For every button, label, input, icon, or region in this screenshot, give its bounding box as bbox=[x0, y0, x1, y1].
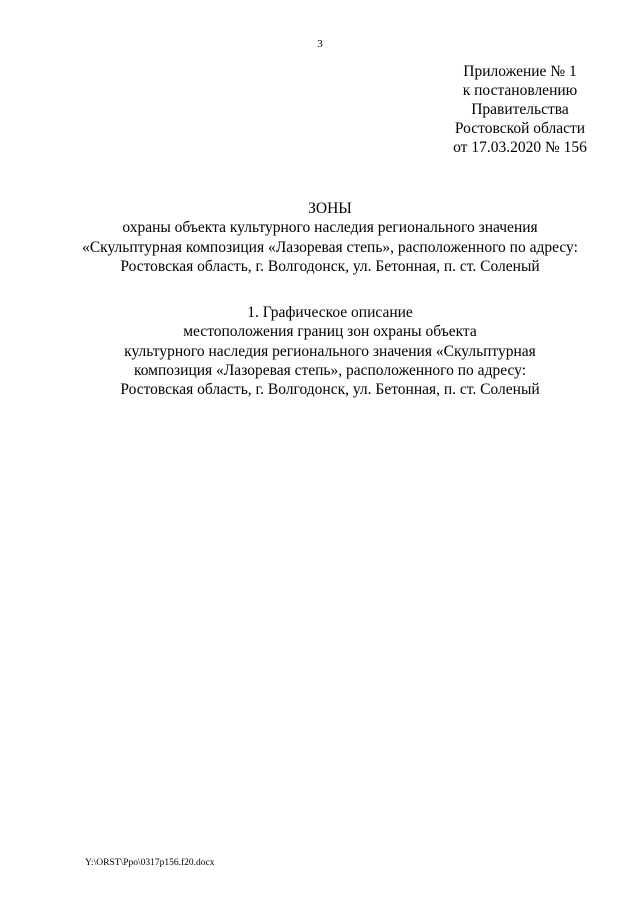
title-line: охраны объекта культурного наследия регионального значения bbox=[122, 219, 538, 237]
section-heading bbox=[60, 303, 600, 399]
appendix-line: от 17.03.2020 № 156 bbox=[453, 139, 587, 156]
section-line: Ростовская область, г. Волгодонск, ул. Бетонная, п. ст. Соленый bbox=[120, 381, 540, 399]
document-title bbox=[60, 199, 600, 276]
file-path-footer: Y:\ORST\Ppo\0317p156.f20.docx bbox=[85, 858, 215, 868]
title-line: Ростовская область, г. Волгодонск, ул. Бетонная, п. ст. Соленый bbox=[120, 257, 540, 275]
title-line: «Скульптурная композиция «Лазоревая степь», расположенного по адресу: bbox=[82, 238, 578, 256]
appendix-note bbox=[420, 62, 620, 157]
appendix-line: Приложение № 1 bbox=[463, 63, 577, 80]
page-number: 3 bbox=[317, 38, 323, 50]
section-line: композиция «Лазоревая степь», расположенного по адресу: bbox=[133, 361, 526, 379]
title-line: ЗОНЫ bbox=[308, 200, 352, 217]
section-line: местоположения границ зон охраны объекта bbox=[183, 323, 477, 341]
appendix-line: Правительства bbox=[471, 101, 569, 118]
section-line: 1. Графическое описание bbox=[247, 304, 413, 321]
appendix-line: к постановлению bbox=[462, 82, 578, 99]
appendix-line: Ростовской области bbox=[454, 120, 586, 137]
section-line: культурного наследия регионального значения «Скульптурная bbox=[124, 342, 536, 360]
